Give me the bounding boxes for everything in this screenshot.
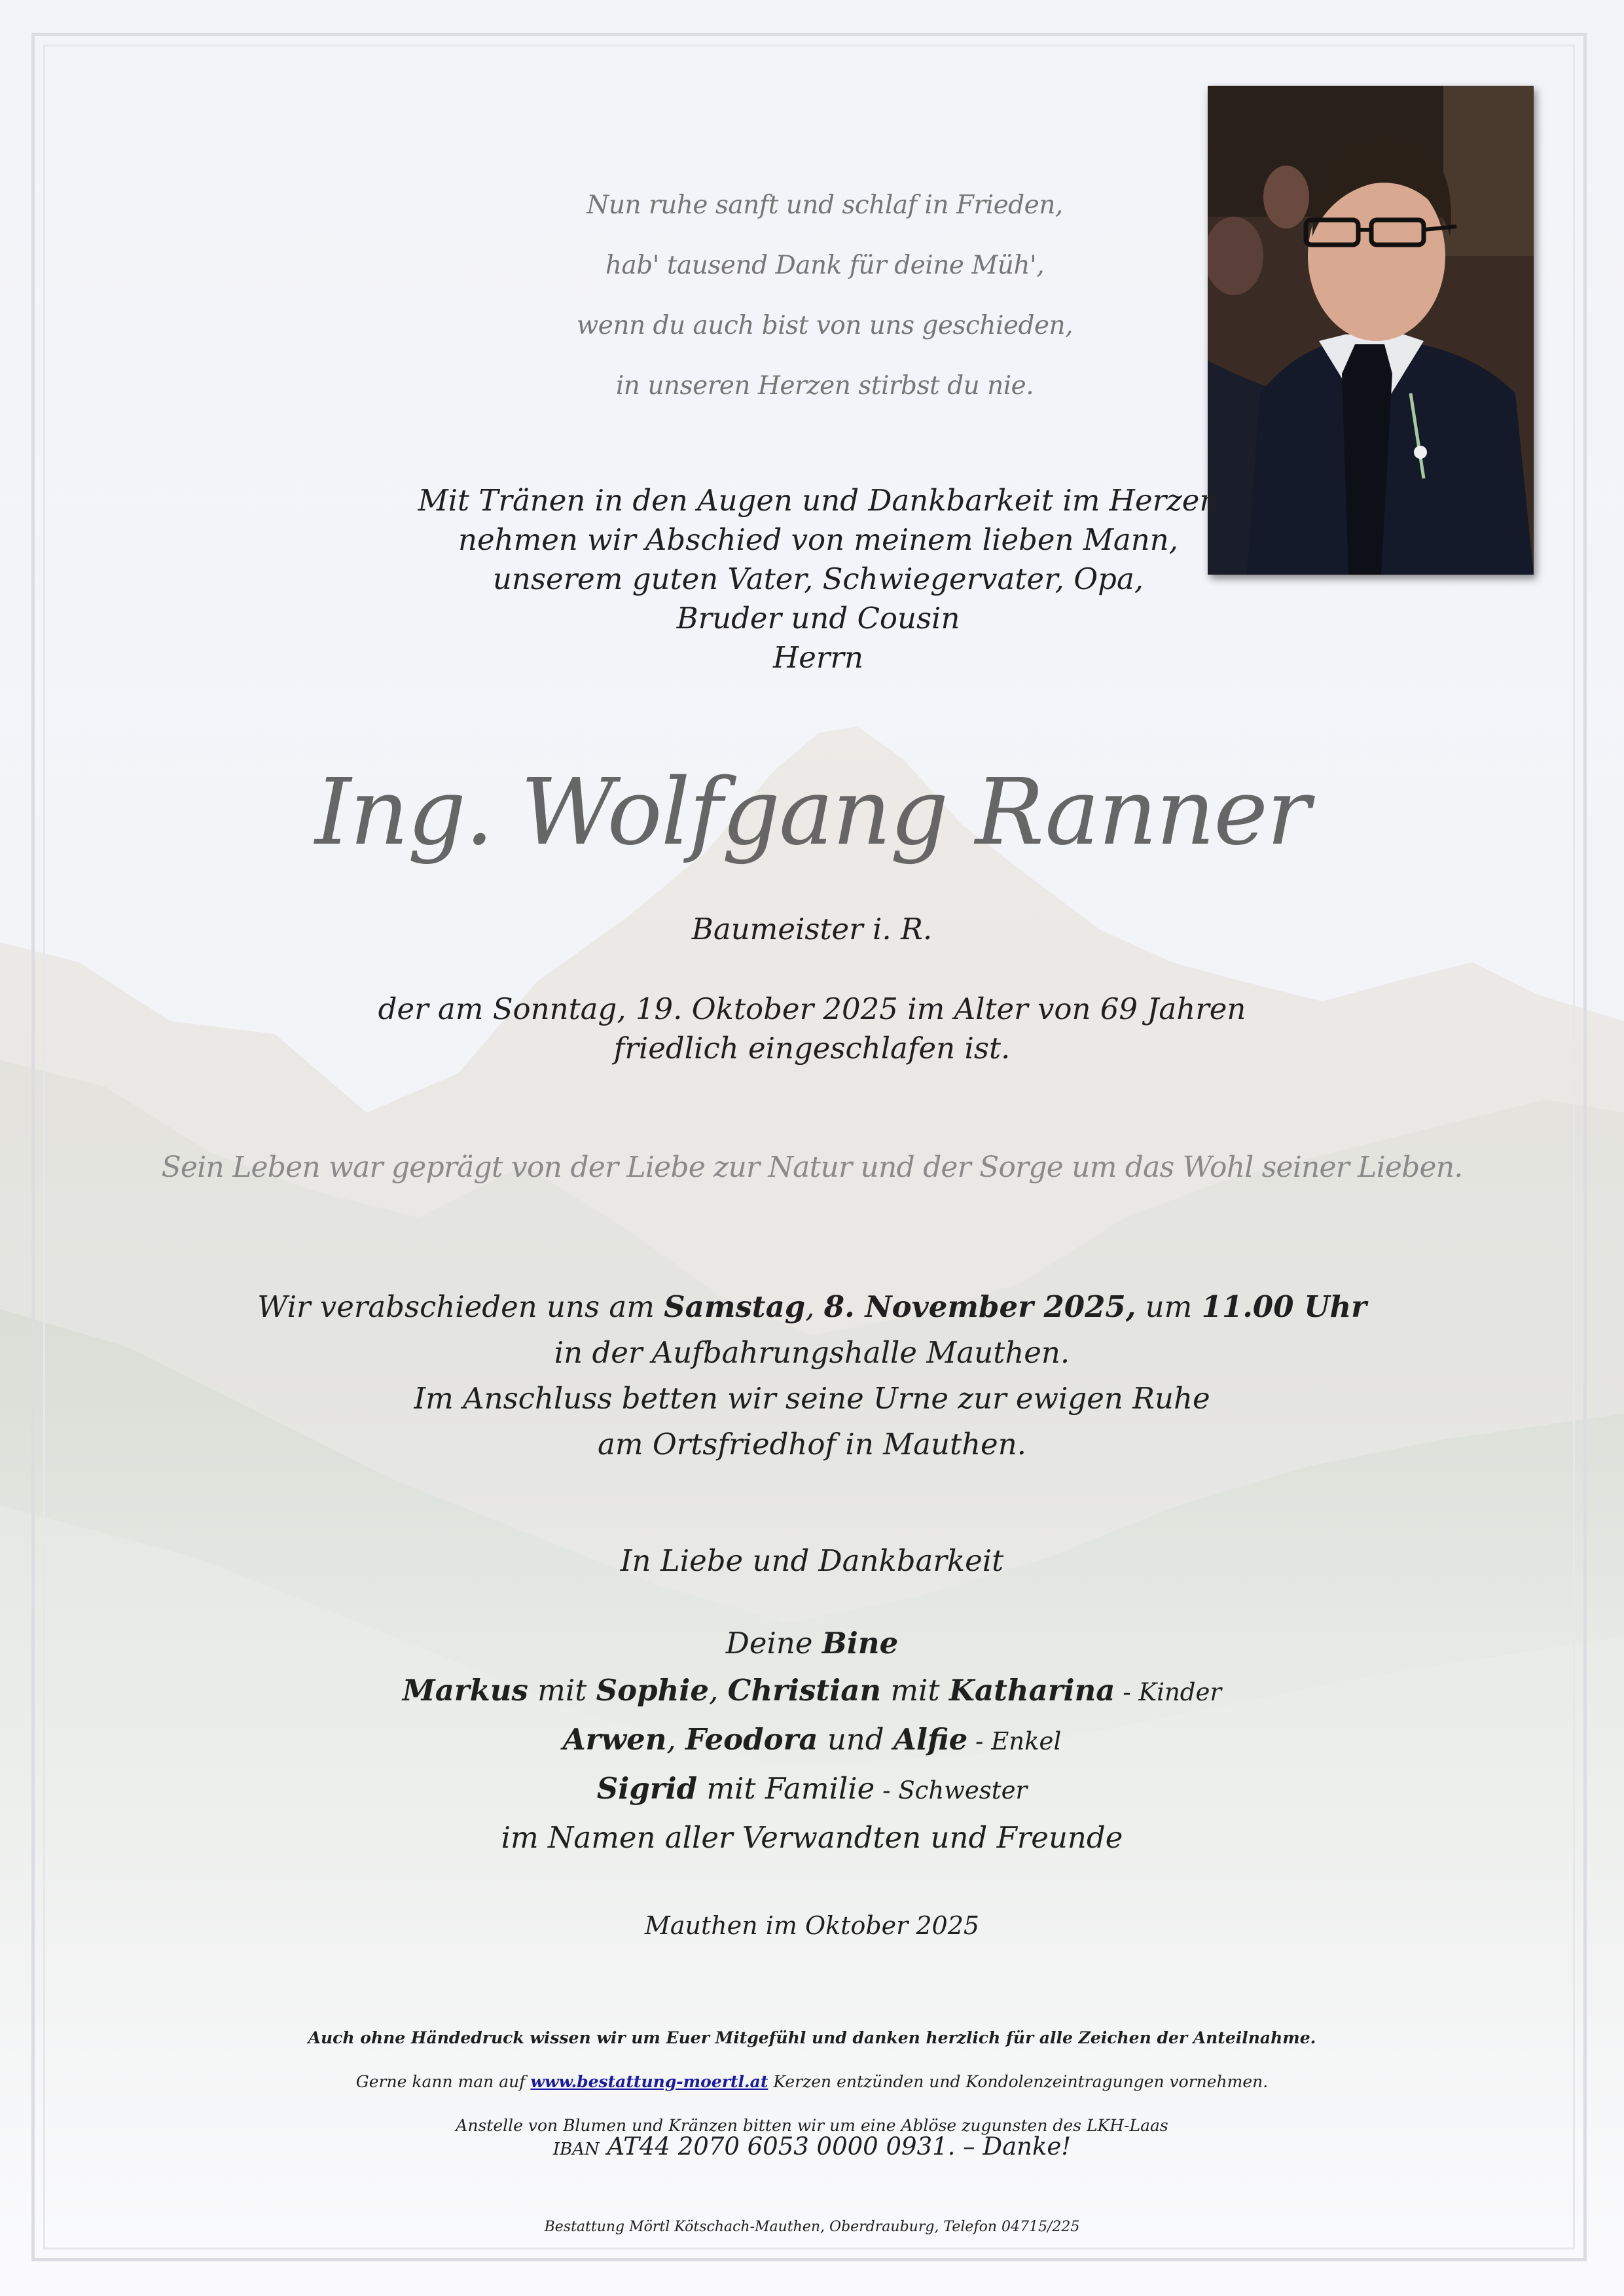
family-text: Deine bbox=[725, 1626, 822, 1660]
family-member: Markus bbox=[402, 1673, 528, 1708]
family-member: Sigrid bbox=[596, 1771, 698, 1806]
family-relation: - Kinder bbox=[1115, 1678, 1222, 1706]
note-text: Kerzen entzünden und Kondolenzeintragungen vornehmen. bbox=[768, 2072, 1269, 2091]
family-member: Christian bbox=[727, 1673, 882, 1708]
intro-line: nehmen wir Abschied von meinem lieben Mann, bbox=[458, 522, 1179, 557]
ceremony-date: 8. November 2025, bbox=[823, 1289, 1136, 1324]
family-sister bbox=[0, 1765, 1624, 1814]
life-motto: Sein Leben war geprägt von der Liebe zur Natur und der Sorge um das Wohl seiner Lieben. bbox=[161, 1151, 1463, 1184]
ceremony-line: Im Anschluss betten wir seine Urne zur ewigen Ruhe bbox=[414, 1381, 1210, 1416]
intro-line: unserem guten Vater, Schwiegervater, Opa, bbox=[492, 562, 1144, 596]
family-text: , bbox=[709, 1673, 728, 1708]
website-link[interactable]: www.bestattung-moertl.at bbox=[530, 2072, 768, 2091]
deceased-title: Baumeister i. R. bbox=[691, 912, 933, 946]
family-relation: - Schwester bbox=[875, 1776, 1028, 1804]
intro-line: Bruder und Cousin bbox=[676, 601, 960, 636]
ceremony-day: Samstag bbox=[664, 1289, 806, 1324]
ceremony-line bbox=[0, 1284, 1624, 1330]
family-children bbox=[0, 1667, 1624, 1716]
family-wife bbox=[0, 1620, 1624, 1667]
footer: Bestattung Mörtl Kötschach-Mauthen, Oberdrauburg, Telefon 04715/225 bbox=[544, 2219, 1080, 2235]
family-member: Sophie bbox=[596, 1673, 710, 1708]
family-member: Bine bbox=[821, 1626, 899, 1660]
note-website bbox=[0, 2060, 1624, 2104]
verse-line: Nun ruhe sanft und schlaf in Frieden, bbox=[586, 190, 1063, 220]
ceremony-text: Wir verabschieden uns am bbox=[257, 1289, 664, 1324]
family-text: mit bbox=[881, 1673, 949, 1708]
ceremony-line: in der Aufbahrungshalle Mauthen. bbox=[554, 1335, 1070, 1370]
memorial-verse bbox=[497, 175, 1152, 416]
family-text: , bbox=[666, 1722, 686, 1757]
iban-label: IBAN bbox=[552, 2140, 600, 2159]
note-donation: Anstelle von Blumen und Kränzen bitten wir um eine Ablöse zugunsten des LKH-Laas bbox=[456, 2116, 1168, 2135]
death-notice bbox=[0, 990, 1624, 1068]
closing-line: In Liebe und Dankbarkeit bbox=[620, 1543, 1004, 1578]
iban-value: AT44 2070 6053 0000 0931. – Danke! bbox=[599, 2132, 1072, 2161]
family-member: Feodora bbox=[685, 1722, 818, 1757]
death-line: der am Sonntag, 19. Oktober 2025 im Alter von 69 Jahren bbox=[378, 992, 1246, 1026]
family-member: Alfie bbox=[893, 1722, 968, 1757]
notes bbox=[0, 2016, 1624, 2147]
ceremony-details bbox=[0, 1284, 1624, 1467]
ceremony-time: 11.00 Uhr bbox=[1201, 1289, 1367, 1324]
iban-line bbox=[0, 2132, 1624, 2161]
family-text: und bbox=[818, 1722, 893, 1757]
family-grandchildren bbox=[0, 1716, 1624, 1765]
family-text: mit bbox=[528, 1673, 596, 1708]
family-list bbox=[0, 1620, 1624, 1861]
ceremony-text: , bbox=[805, 1289, 824, 1324]
family-all: im Namen aller Verwandten und Freunde bbox=[501, 1820, 1123, 1855]
place-date: Mauthen im Oktober 2025 bbox=[644, 1911, 980, 1940]
intro-line: Herrn bbox=[773, 640, 863, 675]
family-member: Arwen bbox=[562, 1722, 667, 1757]
intro-text bbox=[386, 481, 1250, 677]
intro-line: Mit Tränen in den Augen und Dankbarkeit im Herzen bbox=[418, 483, 1219, 518]
family-text: mit Familie bbox=[697, 1771, 875, 1806]
death-line: friedlich eingeschlafen ist. bbox=[613, 1031, 1011, 1066]
family-relation: - Enkel bbox=[967, 1727, 1062, 1755]
family-member: Katharina bbox=[948, 1673, 1115, 1708]
note-thanks: Auch ohne Händedruck wissen wir um Euer Mitgefühl und danken herzlich für alle Zeichen der Anteilnahme. bbox=[308, 2028, 1316, 2047]
ceremony-text: um bbox=[1136, 1289, 1202, 1324]
verse-line: wenn du auch bist von uns geschieden, bbox=[576, 311, 1074, 340]
deceased-name: Ing. Wolfgang Ranner bbox=[315, 759, 1309, 866]
verse-line: in unseren Herzen stirbst du nie. bbox=[615, 371, 1034, 401]
note-text: Gerne kann man auf bbox=[355, 2072, 531, 2091]
verse-line: hab' tausend Dank für deine Müh', bbox=[605, 251, 1045, 280]
portrait-photo bbox=[1208, 86, 1534, 575]
ceremony-line: am Ortsfriedhof in Mauthen. bbox=[598, 1427, 1026, 1462]
